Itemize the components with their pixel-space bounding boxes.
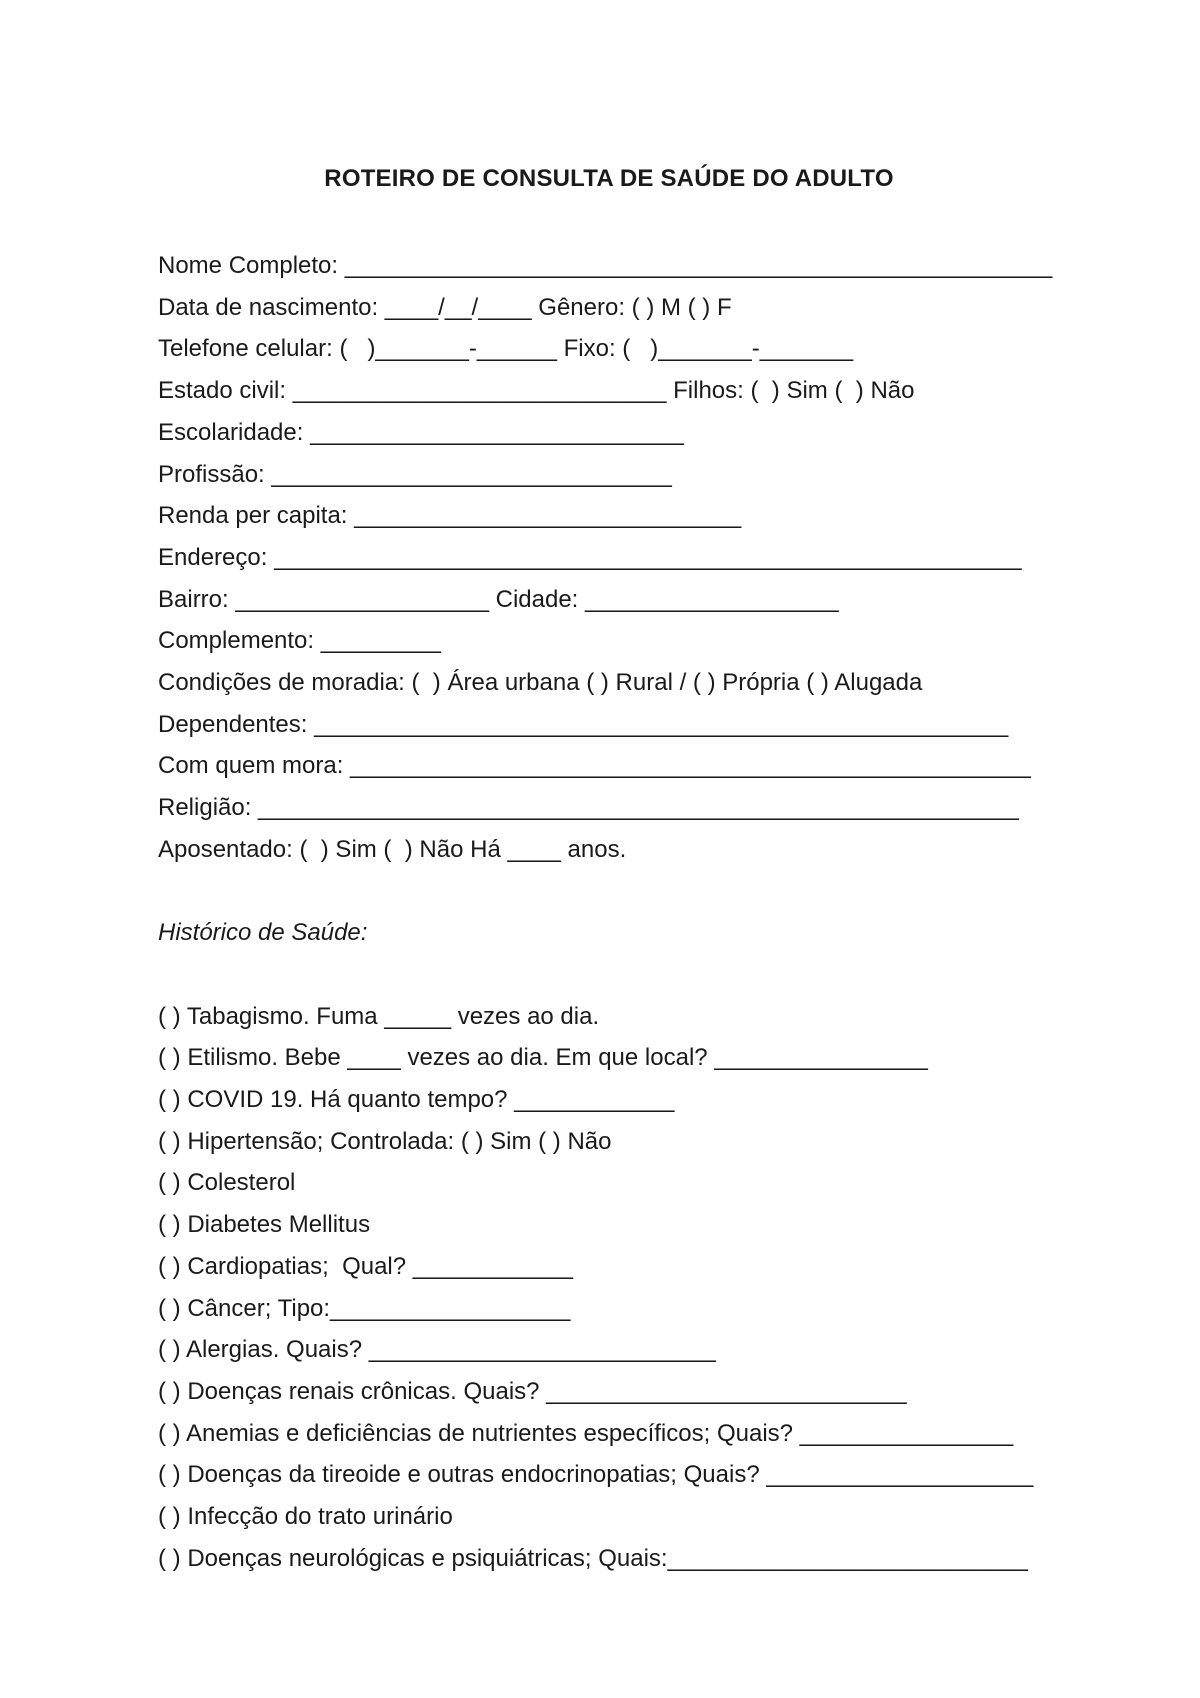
section-heading-historico-saude: Histórico de Saúde:	[158, 919, 368, 947]
field-nome-completo: Nome Completo: _____________________________________________________	[158, 252, 1053, 279]
history-item-tireoide-endocrinopatias: ( ) Doenças da tireoide e outras endocrinopatias; Quais? ____________________	[158, 1461, 1034, 1489]
history-item-doencas-renais: ( ) Doenças renais crônicas. Quais? ___________________________	[158, 1377, 907, 1405]
intake-form	[158, 245, 1060, 1579]
history-item-alergias: ( ) Alergias. Quais? __________________________	[158, 1336, 716, 1364]
field-endereco: Endereço: ________________________________________________________	[158, 543, 1022, 571]
history-item-covid19: ( ) COVID 19. Há quanto tempo? ____________	[158, 1086, 675, 1114]
field-complemento: Complemento: _________	[158, 627, 441, 655]
history-item-cardiopatias: ( ) Cardiopatias; Qual? ____________	[158, 1252, 573, 1280]
field-renda-per-capita: Renda per capita: _____________________________	[158, 502, 742, 530]
field-dependentes: Dependentes: ____________________________________________________	[158, 710, 1009, 738]
field-com-quem-mora: Com quem mora: ___________________________________________________	[158, 752, 1031, 780]
field-telefone: Telefone celular: ( )_______-______ Fixo: ( )_______-_______	[158, 335, 854, 363]
history-item-cancer: ( ) Câncer; Tipo:__________________	[158, 1294, 571, 1322]
field-aposentado: Aposentado: ( ) Sim ( ) Não Há ____ anos.	[158, 835, 627, 863]
field-bairro-cidade: Bairro: ___________________ Cidade: ___________________	[158, 585, 839, 613]
history-item-infeccao-trato-urinario: ( ) Infecção do trato urinário	[158, 1503, 453, 1531]
field-estado-civil-filhos: Estado civil: ____________________________ Filhos: ( ) Sim ( ) Não	[158, 377, 915, 405]
field-escolaridade: Escolaridade: ____________________________	[158, 418, 684, 446]
history-item-etilismo: ( ) Etilismo. Bebe ____ vezes ao dia. Em que local? ________________	[158, 1044, 928, 1072]
history-item-anemias: ( ) Anemias e deficiências de nutrientes específicos; Quais? ________________	[158, 1419, 1014, 1447]
document-title: ROTEIRO DE CONSULTA DE SAÚDE DO ADULTO	[324, 165, 894, 192]
blank-line	[158, 871, 1060, 913]
history-item-hipertensao: ( ) Hipertensão; Controlada: ( ) Sim ( ) Não	[158, 1127, 612, 1155]
field-profissao: Profissão: ______________________________	[158, 460, 672, 488]
field-condicoes-moradia: Condições de moradia: ( ) Área urbana ( ) Rural / ( ) Própria ( ) Alugada	[158, 669, 923, 697]
field-religiao: Religião: _________________________________________________________	[158, 794, 1019, 822]
history-item-doencas-neurologicas: ( ) Doenças neurológicas e psiquiátricas; Quais:___________________________	[158, 1544, 1028, 1572]
field-data-nascimento-genero: Data de nascimento: ____/__/____ Gênero: ( ) M ( ) F	[158, 293, 732, 321]
history-item-diabetes-mellitus: ( ) Diabetes Mellitus	[158, 1211, 371, 1239]
blank-line	[158, 954, 1060, 996]
history-item-tabagismo: ( ) Tabagismo. Fuma _____ vezes ao dia.	[158, 1002, 600, 1030]
history-item-colesterol: ( ) Colesterol	[158, 1169, 296, 1197]
